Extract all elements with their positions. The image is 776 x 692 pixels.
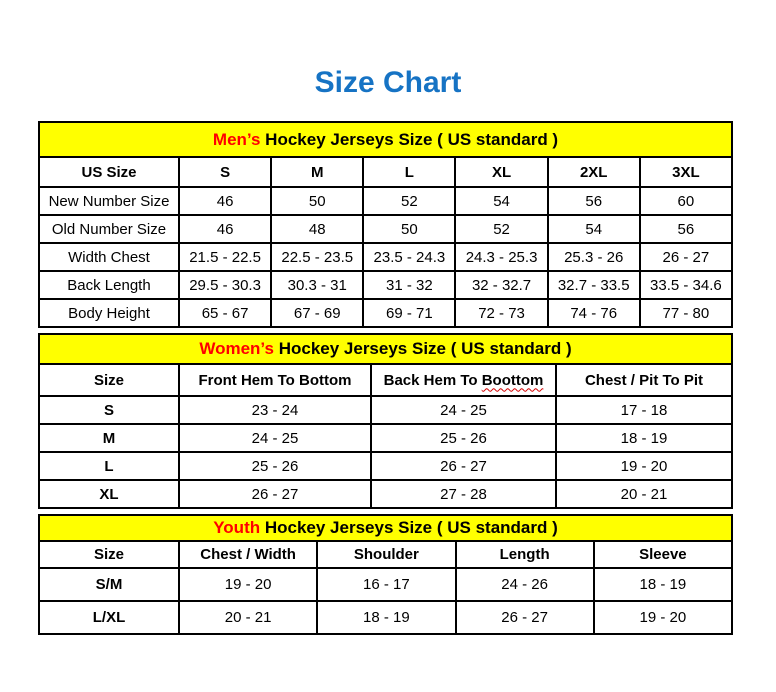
table-cell: 31 - 32 [363, 271, 455, 299]
table-row [39, 215, 732, 243]
table-cell: 22.5 - 23.5 [271, 243, 363, 271]
table-cell: 26 - 27 [371, 452, 556, 480]
table-row [39, 187, 732, 215]
table-cell: 24.3 - 25.3 [455, 243, 547, 271]
column-header-text: Back Hem To [383, 371, 482, 389]
column-header: L [363, 157, 455, 187]
row-label: Old Number Size [39, 215, 179, 243]
table-cell: 46 [179, 215, 271, 243]
table-cell: 65 - 67 [179, 299, 271, 327]
row-label: M [39, 424, 179, 452]
table-cell: 56 [548, 187, 640, 215]
youth-section-header-band [38, 514, 733, 542]
table-cell: 18 - 19 [556, 424, 732, 452]
table-cell: 56 [640, 215, 732, 243]
column-header: 2XL [548, 157, 640, 187]
table-cell: 24 - 25 [179, 424, 371, 452]
table-cell: 25 - 26 [371, 424, 556, 452]
table-cell: 50 [271, 187, 363, 215]
table-cell: 26 - 27 [640, 243, 732, 271]
table-cell: 30.3 - 31 [271, 271, 363, 299]
youth-band-accent: Youth [213, 518, 261, 537]
table-row [39, 568, 732, 601]
column-header: M [271, 157, 363, 187]
column-header: US Size [39, 157, 179, 187]
column-header: S [179, 157, 271, 187]
mens-header-row [39, 157, 732, 187]
mens-section-header-band [38, 121, 733, 158]
table-cell: 50 [363, 215, 455, 243]
table-cell: 52 [455, 215, 547, 243]
womens-size-table [38, 363, 733, 509]
size-tables-container [38, 121, 733, 635]
column-header: Length [456, 541, 594, 568]
row-label: L [39, 452, 179, 480]
table-cell: 46 [179, 187, 271, 215]
table-cell: 32.7 - 33.5 [548, 271, 640, 299]
table-cell: 19 - 20 [556, 452, 732, 480]
row-label: Body Height [39, 299, 179, 327]
table-cell: 67 - 69 [271, 299, 363, 327]
table-row [39, 243, 732, 271]
column-header: Chest / Width [179, 541, 317, 568]
column-header: 3XL [640, 157, 732, 187]
row-label: XL [39, 480, 179, 508]
table-cell: 19 - 20 [179, 568, 317, 601]
page-title: Size Chart [314, 66, 462, 99]
table-cell: 23 - 24 [179, 396, 371, 424]
table-cell: 21.5 - 22.5 [179, 243, 271, 271]
table-cell: 18 - 19 [594, 568, 732, 601]
womens-section [38, 333, 733, 509]
youth-band-rest: Hockey Jerseys Size ( US standard ) [260, 518, 558, 537]
column-header: Size [39, 364, 179, 396]
column-header-with-typo [371, 364, 556, 396]
table-cell: 72 - 73 [455, 299, 547, 327]
spellcheck-squiggle-word: Boottom [481, 371, 544, 389]
table-cell: 17 - 18 [556, 396, 732, 424]
mens-size-table [38, 156, 733, 328]
column-header: Chest / Pit To Pit [556, 364, 732, 396]
table-row [39, 271, 732, 299]
mens-band-accent: Men’s [212, 130, 261, 149]
table-cell: 29.5 - 30.3 [179, 271, 271, 299]
row-label: S/M [39, 568, 179, 601]
table-row [39, 452, 732, 480]
column-header: Sleeve [594, 541, 732, 568]
row-label: New Number Size [39, 187, 179, 215]
table-cell: 26 - 27 [456, 601, 594, 634]
table-cell: 33.5 - 34.6 [640, 271, 732, 299]
column-header: Shoulder [317, 541, 455, 568]
table-cell: 25.3 - 26 [548, 243, 640, 271]
table-row [39, 480, 732, 508]
table-cell: 18 - 19 [317, 601, 455, 634]
womens-band-accent: Women’s [199, 339, 274, 358]
table-cell: 32 - 32.7 [455, 271, 547, 299]
table-cell: 54 [548, 215, 640, 243]
table-cell: 16 - 17 [317, 568, 455, 601]
table-cell: 25 - 26 [179, 452, 371, 480]
table-cell: 20 - 21 [556, 480, 732, 508]
youth-header-row [39, 541, 732, 568]
table-cell: 74 - 76 [548, 299, 640, 327]
table-cell: 77 - 80 [640, 299, 732, 327]
table-cell: 20 - 21 [179, 601, 317, 634]
column-header: XL [455, 157, 547, 187]
table-cell: 26 - 27 [179, 480, 371, 508]
table-cell: 52 [363, 187, 455, 215]
table-cell: 24 - 25 [371, 396, 556, 424]
table-cell: 54 [455, 187, 547, 215]
table-row [39, 424, 732, 452]
table-row [39, 601, 732, 634]
womens-section-header-band [38, 333, 733, 365]
row-label: Back Length [39, 271, 179, 299]
table-cell: 24 - 26 [456, 568, 594, 601]
row-label: S [39, 396, 179, 424]
table-cell: 48 [271, 215, 363, 243]
table-cell: 69 - 71 [363, 299, 455, 327]
column-header: Size [39, 541, 179, 568]
table-row [39, 299, 732, 327]
table-cell: 60 [640, 187, 732, 215]
table-cell: 23.5 - 24.3 [363, 243, 455, 271]
column-header: Front Hem To Bottom [179, 364, 371, 396]
table-cell: 19 - 20 [594, 601, 732, 634]
womens-header-row [39, 364, 732, 396]
table-cell: 27 - 28 [371, 480, 556, 508]
row-label: L/XL [39, 601, 179, 634]
table-row [39, 396, 732, 424]
row-label: Width Chest [39, 243, 179, 271]
mens-section [38, 121, 733, 328]
mens-band-rest: Hockey Jerseys Size ( US standard ) [260, 130, 559, 149]
womens-band-rest: Hockey Jerseys Size ( US standard ) [273, 339, 572, 358]
youth-size-table [38, 540, 733, 635]
youth-section [38, 514, 733, 635]
